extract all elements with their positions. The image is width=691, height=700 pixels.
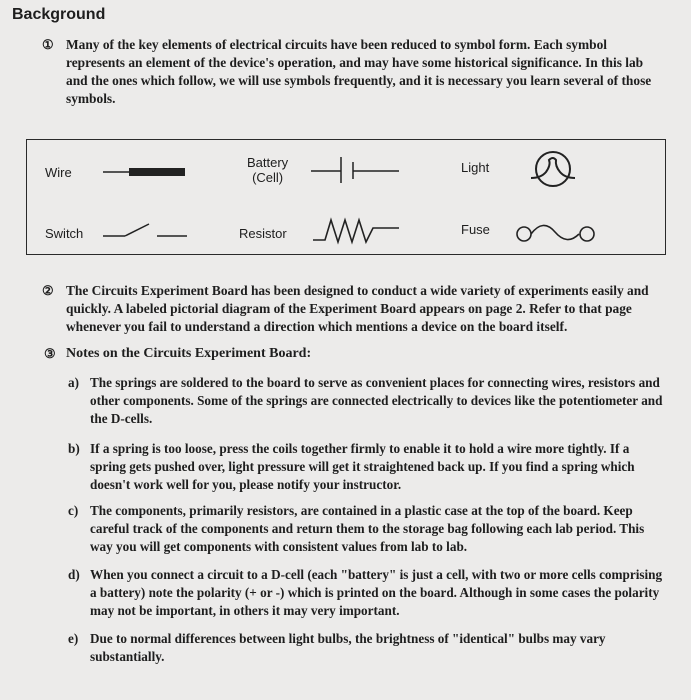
battery-label: [247, 155, 288, 185]
notes-title: [44, 346, 312, 362]
resistor-label: Resistor: [239, 226, 287, 241]
fuse-symbol: [515, 220, 601, 244]
note-letter: d): [68, 567, 80, 582]
note-item-d: [68, 566, 665, 620]
notes-title-text: Notes on the Circuits Experiment Board:: [66, 346, 312, 361]
note-letter: a): [68, 375, 79, 390]
paragraph-2-number: ②: [42, 283, 54, 298]
symbol-table: [26, 139, 666, 255]
paragraph-2: [42, 282, 666, 336]
note-text: When you connect a circuit to a D-cell (each "battery" is just a cell, with two or more cells comprising a battery) note the polarity (+ or -) which is printed on the board. Although in some cases the polarity may not be important, in others it may very important.: [90, 567, 663, 618]
note-item-e: [68, 630, 665, 666]
resistor-symbol: [313, 216, 399, 246]
notes-number: ③: [44, 346, 56, 361]
battery-symbol: [311, 154, 401, 186]
fuse-label: Fuse: [461, 222, 490, 237]
note-letter: c): [68, 503, 79, 518]
section-heading: Background: [12, 6, 106, 23]
battery-label-line2: (Cell): [252, 170, 284, 185]
paragraph-1-text: Many of the key elements of electrical circuits have been reduced to symbol form. Each symbol represents an element of the device's operation, and may have some historical significance. In this lab and the ones which follow, we will use symbols frequently, and it is necessary you learn several of those symbols.: [66, 37, 652, 106]
switch-symbol: [103, 220, 187, 240]
note-item-c: [68, 502, 665, 556]
note-letter: e): [68, 631, 79, 646]
switch-label: Switch: [45, 226, 84, 241]
note-item-b: [68, 440, 665, 494]
wire-symbol: [103, 164, 185, 180]
note-item-a: [68, 374, 665, 428]
note-text: The components, primarily resistors, are contained in a plastic case at the top of the board. Keep careful track of the components and return them to the storage bag following each lab period. This way you will get components with consistent values from lab to lab.: [90, 503, 645, 554]
light-bulb-symbol: [527, 148, 577, 194]
paragraph-1-number: ①: [42, 37, 54, 52]
note-text: The springs are soldered to the board to serve as convenient places for connecting wires, resistors and other components. Some of the springs are connected electrically to devices like the potentiometer and the D-cells.: [90, 375, 663, 426]
paragraph-2-text: The Circuits Experiment Board has been designed to conduct a wide variety of experiments easily and quickly. A labeled pictorial diagram of the Experiment Board appears on page 2. Refer to that page whenever you fail to understand a direction which mentions a device on the board itself.: [66, 283, 649, 334]
note-text: Due to normal differences between light bulbs, the brightness of "identical" bulbs may vary substantially.: [90, 631, 606, 664]
note-text: If a spring is too loose, press the coils together firmly to enable it to hold a wire more tightly. If a spring gets pushed over, light pressure will get it straightened back up. If you find a spring which doesn't work well for you, please notify your instructor.: [90, 441, 635, 492]
light-label: Light: [461, 160, 490, 175]
note-letter: b): [68, 441, 80, 456]
wire-label: Wire: [45, 165, 72, 180]
paragraph-1: [42, 36, 666, 108]
battery-label-line1: Battery: [247, 155, 289, 170]
